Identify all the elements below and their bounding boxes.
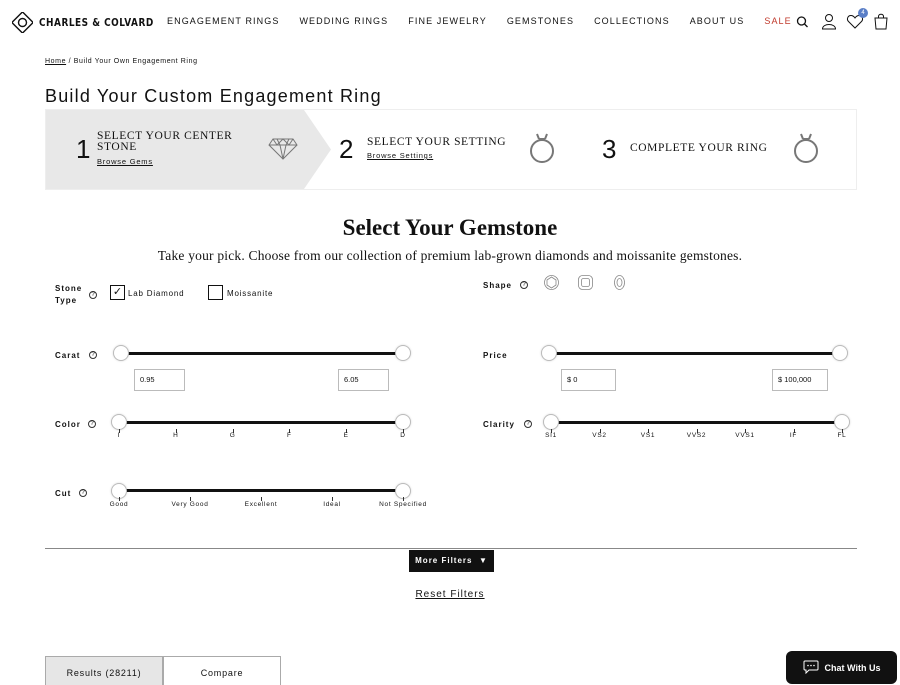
wishlist-count-badge: 4: [858, 8, 868, 18]
main-nav: [167, 16, 792, 26]
gemstone-section-title: Select Your Gemstone: [342, 215, 558, 240]
tab-compare[interactable]: Compare: [163, 656, 281, 685]
carat-min-handle[interactable]: [113, 345, 129, 361]
clarity-tick-label: SI1: [545, 432, 557, 439]
filters-divider: [45, 548, 857, 549]
price-max-input[interactable]: $ 100,000: [772, 369, 828, 391]
brand-logo[interactable]: [12, 12, 174, 33]
cut-label: Cut: [55, 489, 72, 498]
price-max-handle[interactable]: [832, 345, 848, 361]
cut-tick-label: Excellent: [244, 501, 278, 508]
round-shape-icon[interactable]: [544, 275, 559, 290]
color-max-handle[interactable]: [395, 414, 411, 430]
nav-sale[interactable]: SALE: [764, 16, 792, 26]
stone-type-label: Stone Type: [55, 284, 83, 305]
brand-name: CHARLES & COLVARD: [39, 16, 154, 29]
step-3-title: COMPLETE YOUR RING: [630, 142, 768, 154]
step-3-number: 3: [602, 134, 617, 164]
cut-tick-label: Good: [109, 501, 129, 508]
cut-tick-label: Very Good: [171, 501, 209, 508]
carat-slider-track: [121, 352, 403, 355]
site-header: [0, 0, 900, 44]
color-label: Color: [55, 420, 81, 429]
cut-tick-label: Ideal: [323, 501, 341, 508]
color-tick-label: D: [400, 432, 406, 439]
step-2-title: SELECT YOUR SETTING: [367, 136, 507, 148]
nav-wedding-rings[interactable]: WEDDING RINGS: [299, 16, 389, 26]
moissanite-label: Moissanite: [227, 289, 274, 298]
help-icon[interactable]: ?: [88, 420, 96, 428]
clarity-tick-label: VS1: [640, 432, 656, 439]
breadcrumb-separator: /: [68, 58, 72, 65]
chevron-down-icon: ▼: [478, 556, 488, 565]
search-icon[interactable]: [794, 12, 812, 30]
nav-about-us[interactable]: ABOUT US: [689, 16, 745, 26]
ring-icon: [528, 132, 556, 169]
nav-engagement-rings[interactable]: ENGAGEMENT RINGS: [167, 16, 280, 26]
price-slider-track: [549, 352, 840, 355]
color-slider-track: [119, 421, 403, 424]
cut-slider-track: [119, 489, 403, 492]
carat-label: Carat: [55, 351, 81, 360]
color-tick-label: H: [173, 432, 179, 439]
price-label: Price: [483, 351, 508, 360]
clarity-tick-label: VVS2: [686, 432, 707, 439]
lab-diamond-checkbox[interactable]: ✓: [110, 285, 125, 300]
browse-gems-link[interactable]: Browse Gems: [97, 157, 153, 166]
chat-bubble-icon: [803, 660, 819, 676]
build-steps: [45, 109, 857, 190]
breadcrumb-current: Build Your Own Engagement Ring: [73, 58, 198, 65]
chat-with-us-button[interactable]: [786, 651, 897, 684]
breadcrumb: [45, 58, 198, 65]
color-min-handle[interactable]: [111, 414, 127, 430]
price-min-input[interactable]: $ 0: [561, 369, 616, 391]
carat-min-input[interactable]: 0.95: [134, 369, 185, 391]
step-1-title: SELECT YOUR CENTER STONE: [97, 130, 233, 153]
shape-label: Shape: [483, 281, 513, 290]
color-tick-label: I: [117, 432, 121, 439]
color-tick-label: G: [229, 432, 236, 439]
help-icon[interactable]: ?: [89, 291, 97, 299]
nav-fine-jewelry[interactable]: FINE JEWELRY: [408, 16, 487, 26]
step-2-number: 2: [339, 134, 354, 164]
cut-tick-label: Not Specified: [379, 501, 427, 508]
step-1-number: 1: [76, 134, 91, 164]
clarity-slider-track: [551, 421, 842, 424]
clarity-tick-label: IF: [789, 432, 798, 439]
header-icons: [794, 12, 890, 30]
help-icon[interactable]: ?: [520, 281, 528, 289]
reset-filters-link[interactable]: Reset Filters: [415, 589, 485, 600]
logo-mark-icon: [12, 12, 33, 33]
oval-shape-icon[interactable]: [612, 275, 627, 290]
color-tick-label: F: [287, 432, 292, 439]
cushion-shape-icon[interactable]: [578, 275, 593, 290]
clarity-tick-label: VVS1: [735, 432, 755, 439]
reset-filters-row: [0, 589, 900, 600]
chat-label: Chat With Us: [824, 662, 881, 673]
breadcrumb-home[interactable]: Home: [45, 58, 67, 65]
carat-max-handle[interactable]: [395, 345, 411, 361]
page-title: Build Your Custom Engagement Ring: [45, 86, 382, 106]
clarity-label: Clarity: [483, 420, 515, 429]
diamond-icon: [268, 137, 298, 166]
lab-diamond-label: Lab Diamond: [128, 289, 185, 298]
clarity-tick-label: VS2: [592, 432, 607, 439]
clarity-max-handle[interactable]: [834, 414, 850, 430]
price-min-handle[interactable]: [541, 345, 557, 361]
more-filters-button[interactable]: More Filters ▼: [409, 550, 494, 572]
ring-icon: [792, 132, 820, 169]
color-tick-label: E: [343, 432, 349, 439]
nav-collections[interactable]: COLLECTIONS: [594, 16, 670, 26]
help-icon[interactable]: ?: [89, 351, 97, 359]
moissanite-checkbox[interactable]: [208, 285, 223, 300]
browse-settings-link[interactable]: Browse Settings: [367, 151, 434, 160]
carat-max-input[interactable]: 6.05: [338, 369, 389, 391]
cart-bag-icon[interactable]: [872, 12, 890, 30]
nav-gemstones[interactable]: GEMSTONES: [506, 16, 575, 26]
account-icon[interactable]: [820, 12, 838, 30]
wishlist-heart-icon[interactable]: [846, 12, 864, 30]
help-icon[interactable]: ?: [524, 420, 532, 428]
clarity-min-handle[interactable]: [543, 414, 559, 430]
help-icon[interactable]: ?: [79, 489, 87, 497]
tab-results[interactable]: Results (28211): [45, 656, 163, 685]
gemstone-section-subtitle: Take your pick. Choose from our collection of premium lab-grown diamonds and moissanite gemstones.: [157, 248, 743, 263]
clarity-tick-label: FL: [837, 432, 847, 439]
